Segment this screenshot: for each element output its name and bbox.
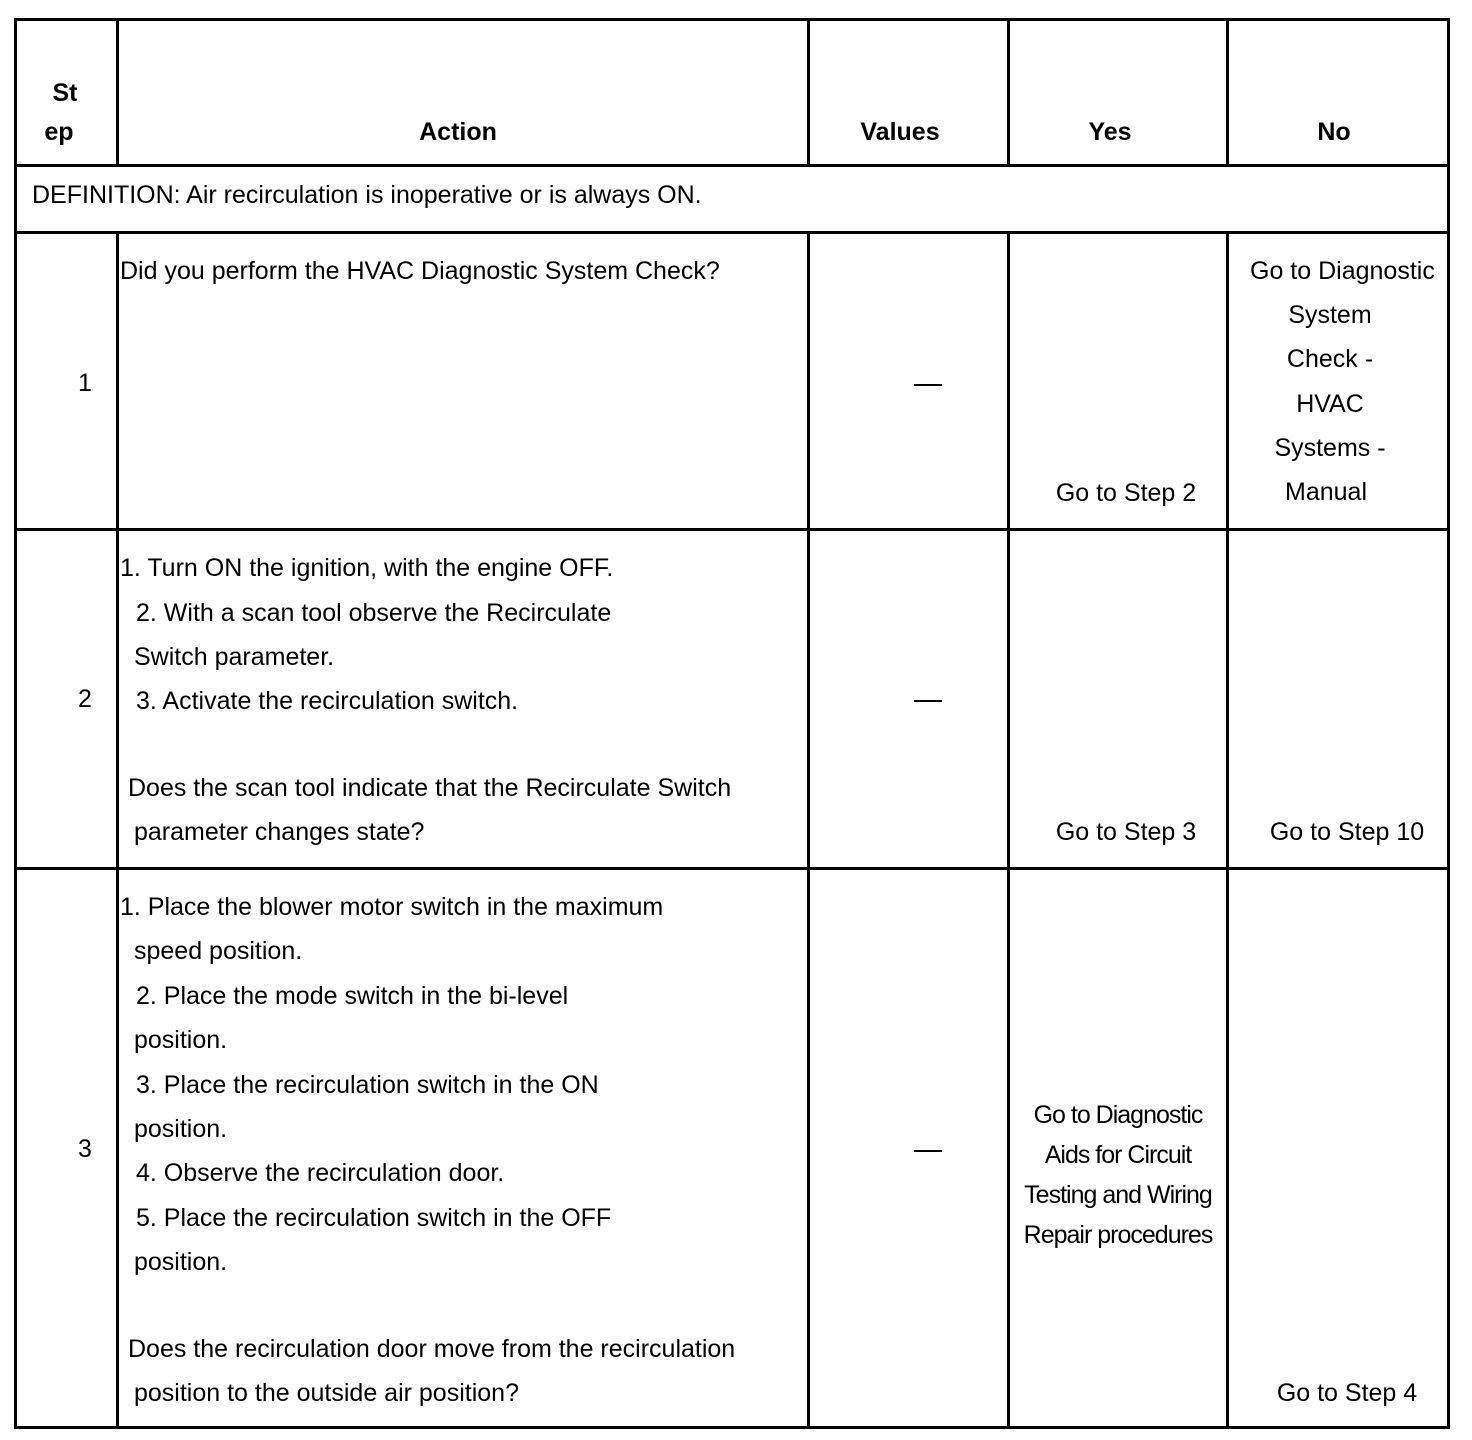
no-line: Go to Step 4 xyxy=(1276,1379,1418,1407)
header-action: Action xyxy=(419,118,497,146)
no-line: System xyxy=(1288,301,1372,329)
action-line: 2. With a scan tool observe the Recirculate xyxy=(136,599,612,627)
table-border-top xyxy=(14,18,1450,21)
action-line: 3. Place the recirculation switch in the ON xyxy=(136,1071,599,1099)
col-divider-action xyxy=(807,231,810,1429)
action-line: 3. Activate the recirculation switch. xyxy=(136,687,519,715)
action-line: position. xyxy=(134,1248,228,1276)
action-line: position. xyxy=(134,1115,228,1143)
header-bottom-rule xyxy=(14,164,1450,167)
header-no: No xyxy=(1317,118,1351,146)
value-dash xyxy=(914,1150,942,1152)
no-line: Go to Diagnostic xyxy=(1250,257,1435,285)
action-line: position. xyxy=(134,1026,228,1054)
value-dash xyxy=(914,700,942,702)
action-line: 5. Place the recirculation switch in the OFF xyxy=(136,1204,612,1232)
yes-line: Testing and Wiring xyxy=(1024,1181,1212,1209)
step-number: 3 xyxy=(78,1135,92,1163)
no-line: Systems - xyxy=(1274,434,1386,462)
row2-bottom-rule xyxy=(14,867,1450,870)
row1-bottom-rule xyxy=(14,528,1450,531)
value-dash xyxy=(914,384,942,386)
action-line: 4. Observe the recirculation door. xyxy=(136,1159,505,1187)
no-line: Manual xyxy=(1285,478,1367,506)
header-step-line1: St xyxy=(52,79,78,107)
yes-line: Go to Diagnostic xyxy=(1033,1101,1203,1129)
table-border-right xyxy=(1447,18,1450,1429)
yes-line: Aids for Circuit xyxy=(1044,1141,1192,1169)
table-border-bottom xyxy=(14,1426,1450,1429)
definition-text: DEFINITION: Air recirculation is inoperative or is always ON. xyxy=(32,181,702,209)
no-line: HVAC xyxy=(1296,390,1364,418)
action-question: position to the outside air position? xyxy=(134,1379,519,1407)
no-line: Check - xyxy=(1286,345,1374,373)
action-line: 1. Place the blower motor switch in the maximum xyxy=(120,893,664,921)
action-line: speed position. xyxy=(134,937,303,965)
action-question: Does the recirculation door move from the recirculation xyxy=(128,1335,736,1363)
yes-line: Repair procedures xyxy=(1023,1221,1213,1249)
header-values: Values xyxy=(860,118,940,146)
no-cell xyxy=(1229,231,1447,528)
header-yes: Yes xyxy=(1088,118,1132,146)
table-border-left xyxy=(14,18,17,1429)
col-divider-step xyxy=(116,231,119,1429)
step-number: 2 xyxy=(78,685,92,713)
action-line: Switch parameter. xyxy=(134,643,335,671)
diagnostic-table xyxy=(14,18,1450,1428)
action-question: parameter changes state? xyxy=(134,818,425,846)
header-step-line2: ep xyxy=(44,118,74,146)
action-line: 2. Place the mode switch in the bi-level xyxy=(136,982,569,1010)
action-question: Does the scan tool indicate that the Recirculate Switch xyxy=(128,774,732,802)
action-line: 1. Turn ON the ignition, with the engine OFF. xyxy=(120,554,614,582)
yes-line: Go to Step 3 xyxy=(1055,818,1197,846)
yes-line: Go to Step 2 xyxy=(1055,479,1197,507)
action-line: Did you perform the HVAC Diagnostic System Check? xyxy=(120,257,720,285)
step-number: 1 xyxy=(78,369,92,397)
no-line: Go to Step 10 xyxy=(1269,818,1425,846)
